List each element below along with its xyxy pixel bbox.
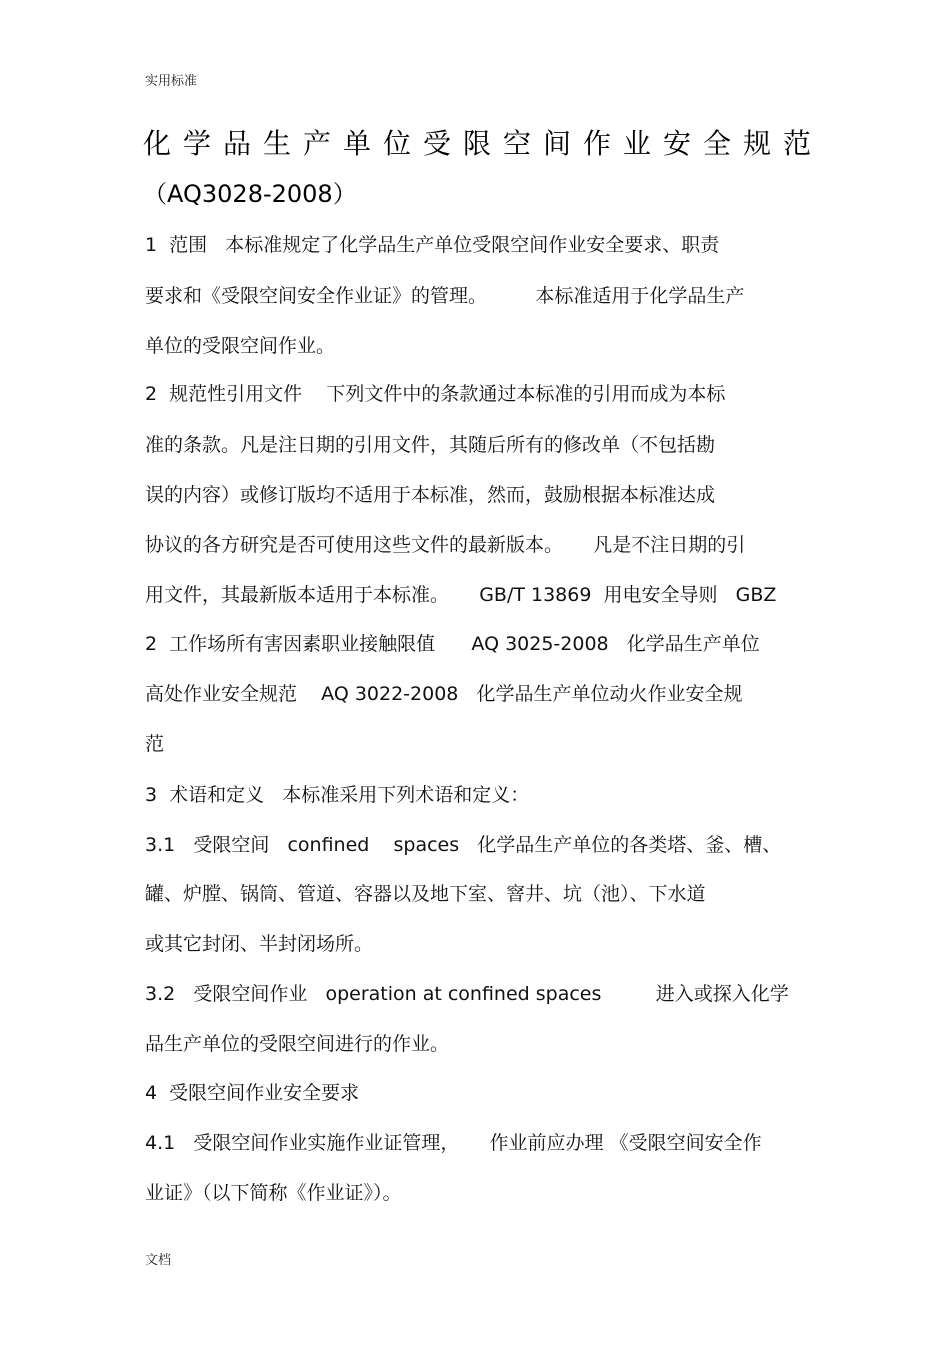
body-line: 或其它封闭、半封闭场所。 bbox=[145, 933, 374, 955]
body-line: 3.2 受限空间作业 operation at confined spaces 进入或探入化学 bbox=[145, 983, 789, 1005]
body-line: 误的内容）或修订版均不适用于本标准，然而，鼓励根据本标准达成 bbox=[145, 484, 716, 506]
body-line: 高处作业安全规范 AQ 3022-2008 化学品生产单位动火作业安全规 bbox=[145, 683, 743, 705]
body-line: 3 术语和定义 本标准采用下列术语和定义： bbox=[145, 784, 530, 806]
body-line: 准的条款。凡是注日期的引用文件，其随后所有的修改单（不包括勘 bbox=[145, 434, 716, 456]
body-line: 要求和《受限空间安全作业证》的管理。 本标准适用于化学品生产 bbox=[145, 285, 745, 307]
page-header: 实用标准 bbox=[145, 74, 198, 89]
body-line: 2 规范性引用文件 下列文件中的条款通过本标准的引用而成为本标 bbox=[145, 383, 726, 405]
body-line: 范 bbox=[145, 733, 165, 755]
body-line: 3.1 受限空间 confined spaces 化学品生产单位的各类塔、釜、槽、 bbox=[145, 834, 782, 856]
body-line: 协议的各方研究是否可使用这些文件的最新版本。 凡是不注日期的引 bbox=[145, 534, 746, 556]
body-line: 1 范围 本标准规定了化学品生产单位受限空间作业安全要求、职责 bbox=[145, 234, 720, 256]
page-footer: 文档 bbox=[145, 1253, 172, 1268]
body-line: 品生产单位的受限空间进行的作业。 bbox=[145, 1033, 450, 1055]
document-title: 化学品生产单位受限空间作业安全规范 bbox=[143, 127, 824, 160]
body-line: 单位的受限空间作业。 bbox=[145, 335, 336, 357]
body-line: 业证》（以下简称《作业证》）。 bbox=[145, 1182, 402, 1204]
document-subtitle: （AQ3028-2008） bbox=[143, 180, 357, 208]
body-line: 2 工作场所有害因素职业接触限值 AQ 3025-2008 化学品生产单位 bbox=[145, 633, 760, 655]
body-line: 4 受限空间作业安全要求 bbox=[145, 1082, 360, 1104]
body-line: 用文件，其最新版本适用于本标准。 GB/T 13869 用电安全导则 GBZ bbox=[145, 584, 777, 606]
body-line: 4.1 受限空间作业实施作业证管理， 作业前应办理 《受限空间安全作 bbox=[145, 1132, 762, 1154]
body-line: 罐、炉膛、锅筒、管道、容器以及地下室、窨井、坑（池）、下水道 bbox=[145, 883, 706, 905]
